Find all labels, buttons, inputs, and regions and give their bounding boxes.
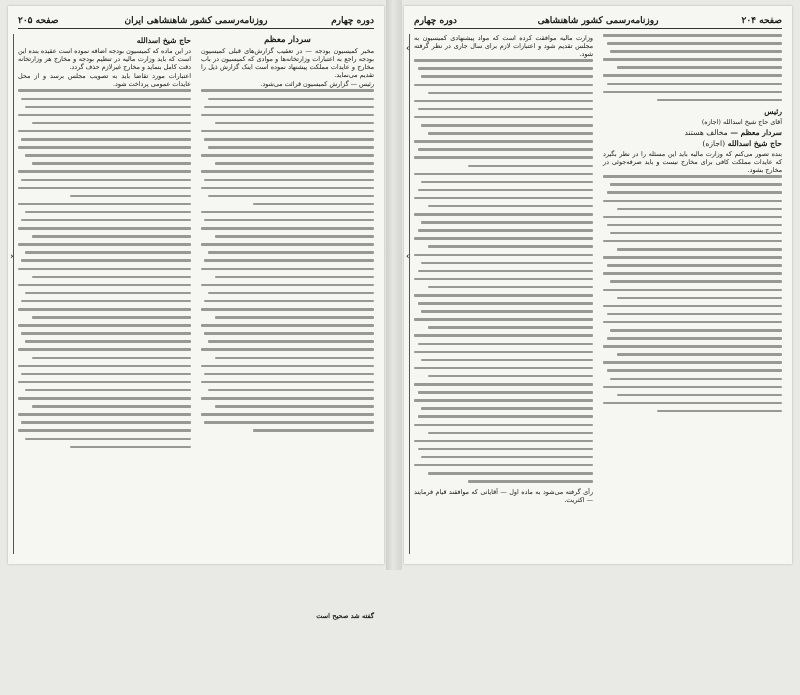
left-col1-lead: مخبر کمیسیون بودجه — در تعقیب گزارش‌های قبلی کمیسیون بودجه راجع به اعتبارات وزارتخانه‌ها و موادی که کمیسیون در باب مخارج و عایدات مملکت پیشنهاد نموده است اینک گزارش ذیل را تقدیم می‌نماید.: [201, 47, 374, 80]
left-col2-body-text: [18, 89, 191, 609]
margin-mark: ›: [406, 44, 410, 54]
column-rule: [409, 34, 410, 554]
book-gutter: [386, 0, 402, 570]
right-page: [404, 6, 792, 564]
right-col1-heading: رئیس: [764, 106, 782, 116]
left-page-volume: دوره چهارم: [331, 16, 374, 26]
left-col1-body-text: [201, 89, 374, 609]
left-col2-heading: حاج شیخ اسدالله: [136, 36, 191, 45]
left-page-number: صفحه ۲۰۵: [18, 16, 59, 26]
right-page-header: [414, 14, 782, 29]
right-col1-top-text: [603, 34, 782, 101]
left-col1-paragraph2: رئیس — گزارش کمیسیون قرائت می‌شود.: [260, 80, 374, 89]
left-col2-paragraph2: اعتبارات مورد تقاضا باید به تصویب مجلس برسد و از محل عایدات عمومی پرداخت شود.: [18, 72, 191, 89]
right-col2-body-text: [414, 59, 593, 482]
right-col1-speaker-name: حاج شیخ اسدالله: [727, 138, 782, 148]
left-page: [8, 6, 384, 621]
right-col1-body-text: [603, 175, 782, 695]
right-col1-speaker-note: (اجازه): [702, 138, 726, 148]
right-col2-lead: وزارت مالیه موافقت کرده است که مواد پیشنهادی کمیسیون به مجلس تقدیم شود و اعتبارات لازم برای سال جاری در نظر گرفته شود.: [414, 34, 593, 59]
left-page-header: [18, 14, 374, 29]
right-page-running-title: روزنامه‌رسمی کشور شاهنشاهی: [537, 16, 659, 26]
right-page-volume: دوره چهارم: [414, 16, 457, 26]
right-col1-lead: آقای حاج شیخ اسدالله (اجازه): [701, 117, 782, 126]
right-page-column-2: [414, 34, 593, 554]
left-page-column-2: [18, 34, 191, 554]
right-col1-subhead-note: مخالف هستند: [684, 127, 728, 137]
left-page-column-1: [201, 34, 374, 621]
margin-mark: ›: [406, 252, 410, 262]
right-col1-subhead-name: سردار معظم: [740, 127, 782, 137]
right-col2-paragraph2: رأی گرفته می‌شود به ماده اول — آقایانی که موافقند قیام فرمایند — اکثریت.: [414, 488, 593, 505]
right-page-column-1: [603, 34, 782, 554]
right-page-number: صفحه ۲۰۴: [741, 16, 782, 26]
margin-mark: ‹: [10, 252, 14, 262]
left-page-running-title: روزنامه‌رسمی کشور شاهنشاهی ایران: [124, 16, 268, 26]
right-col1-body: بنده تصور می‌کنم که وزارت مالیه باید این مسئله را در نظر بگیرد که عایدات مملکت کافی برای مخارج نیست و باید صرفه‌جوئی در مخارج بشود.: [603, 149, 782, 175]
left-col2-lead: در این ماده که کمیسیون بودجه اضافه نموده است عقیده بنده این است که باید وزارت مالیه در تنظیم بودجه و مخارج هر وزارتخانه دقت کامل بنماید و مخارج غیرلازم حذف گردد.: [18, 47, 191, 72]
left-col1-footer: گفته شد صحیح است: [316, 612, 374, 621]
left-col1-heading: سردار معظم: [264, 35, 311, 45]
right-col1-subhead: سردار معظم — مخالف هستند: [684, 127, 782, 137]
column-rule: [13, 34, 14, 554]
right-col1-speaker: [603, 139, 782, 148]
